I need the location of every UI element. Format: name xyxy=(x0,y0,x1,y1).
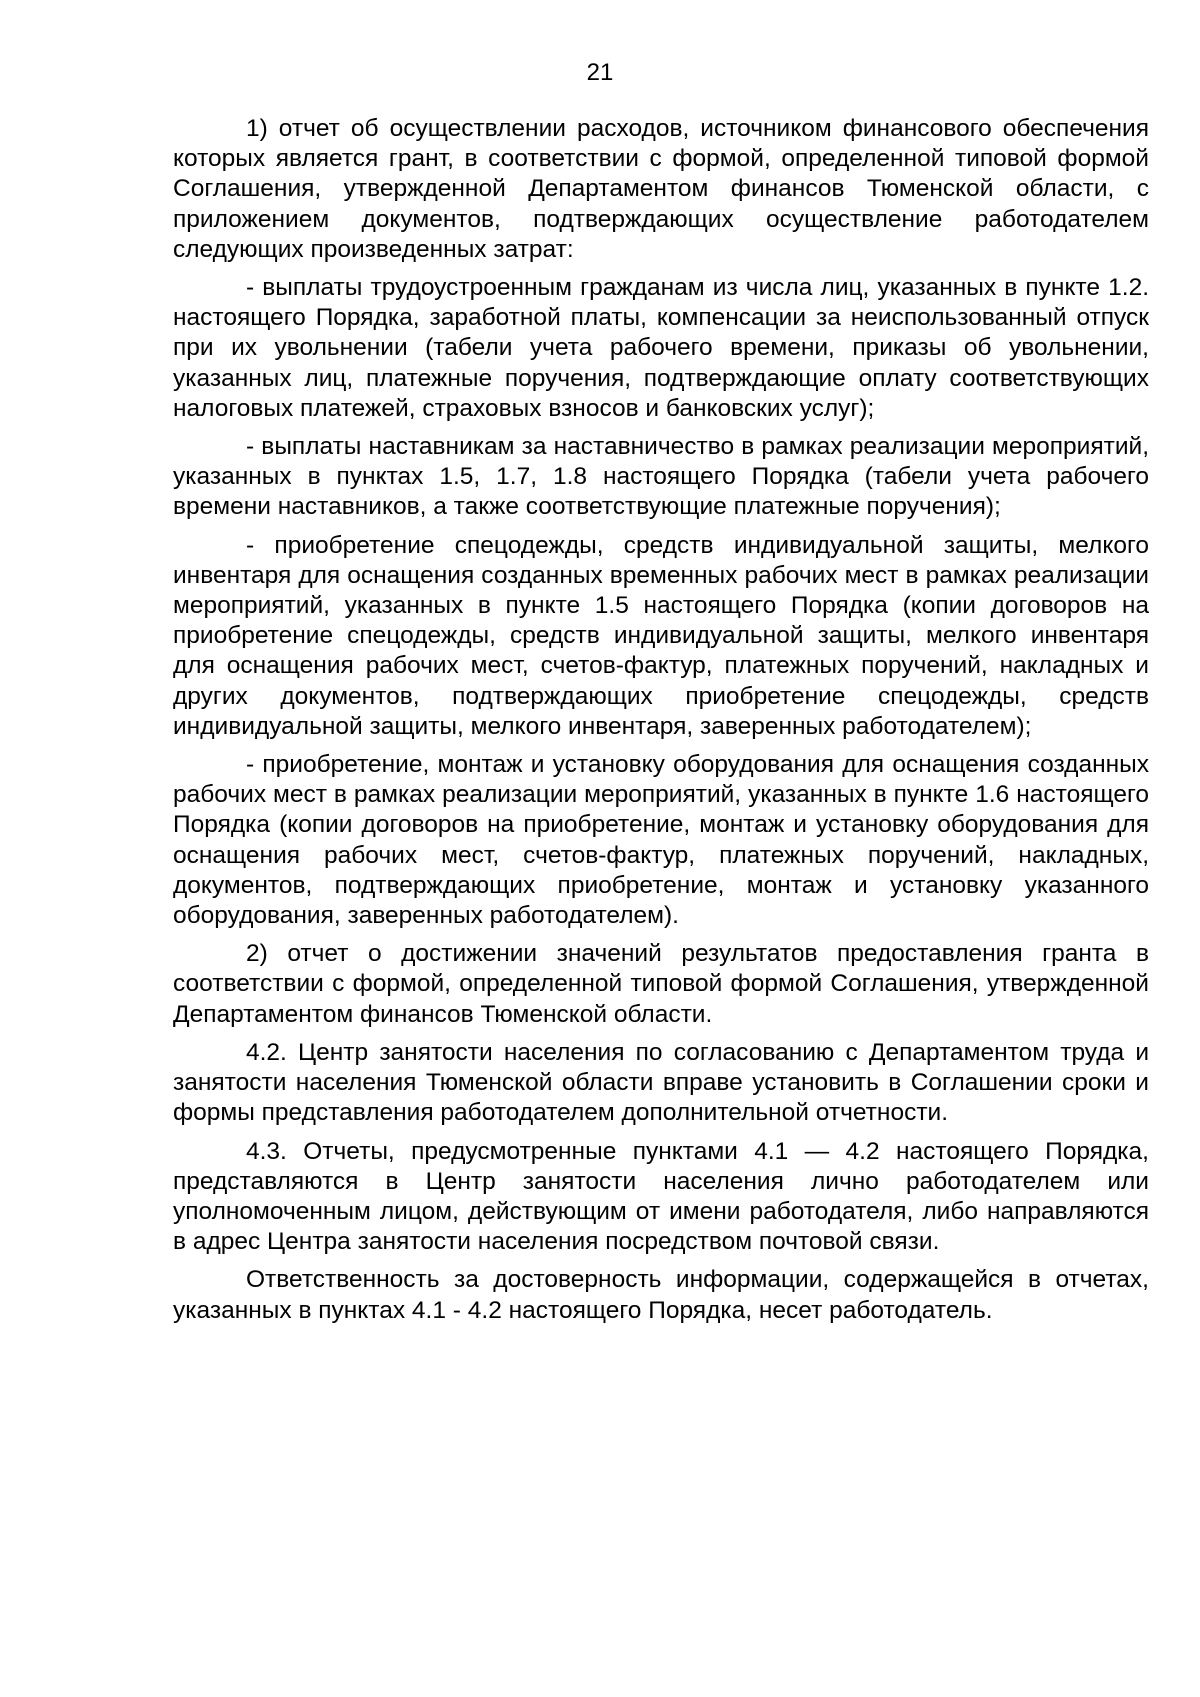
paragraph-equipment-purchase: - приобретение, монтаж и установку оборудования для оснащения созданных рабочих мест в рамках реализации мероприятий, указанных в пункте 1.6 настоящего Порядка (копии договоров на приобретение, монтаж и установку оборудования для оснащения рабочих мест, счетов-фактур, платежных поручений, накладных, документов, подтверждающих приобретение, монтаж и установку указанного оборудования, заверенных работодателем). xyxy=(173,751,1149,930)
paragraph-results-report: 2) отчет о достижении значений результатов предоставления гранта в соответствии с формой, определенной типовой формой Соглашения, утвержденной Департаментом финансов Тюменской области. xyxy=(173,940,1149,1028)
paragraph-clause-4-2: 4.2. Центр занятости населения по согласованию с Департаментом труда и занятости населения Тюменской области вправе установить в Соглашении сроки и формы представления работодателем дополнительной отчетности. xyxy=(173,1038,1149,1127)
paragraph-mentor-payments: - выплаты наставникам за наставничество в рамках реализации мероприятий, указанных в пунктах 1.5, 1.7, 1.8 настоящего Порядка (табели учета рабочего времени наставников, а также соответствующие платежные поручения); xyxy=(173,433,1149,521)
paragraph-expense-report: 1) отчет об осуществлении расходов, источником финансового обеспечения которых является грант, в соответствии с формой, определенной типовой формой Соглашения, утвержденной Департаментом финансов Тюменской области, с приложением документов, подтверждающих осуществление работодателем следующих произведенных затрат: xyxy=(173,115,1149,263)
paragraph-clause-4-3: 4.3. Отчеты, предусмотренные пунктами 4.1 — 4.2 настоящего Порядка, представляются в Центр занятости населения лично работодателем или уполномоченным лицом, действующим от имени работодателя, либо направляются в адрес Центра занятости населения посредством почтовой связи. xyxy=(173,1137,1149,1256)
paragraph-workwear-purchase: - приобретение спецодежды, средств индивидуальной защиты, мелкого инвентаря для оснащения созданных временных рабочих мест в рамках реализации мероприятий, указанных в пункте 1.5 настоящего Порядка (копии договоров на приобретение спецодежды, средств индивидуальной защиты, мелкого инвентаря для оснащения рабочих мест, счетов-фактур, платежных поручений, накладных и других документов, подтверждающих приобретение спецодежды, средств индивидуальной защиты, мелкого инвентаря, заверенных работодателем); xyxy=(173,531,1149,740)
document-body xyxy=(173,114,1149,1334)
paragraph-salary-payments: - выплаты трудоустроенным гражданам из числа лиц, указанных в пункте 1.2. настоящего Порядка, заработной платы, компенсации за неиспользованный отпуск при их увольнении (табели учета рабочего времени, приказы об увольнении, указанных лиц, платежные поручения, подтверждающие оплату соответствующих налоговых платежей, страховых взносов и банковских услуг); xyxy=(173,274,1149,422)
page-number: 21 xyxy=(586,59,614,86)
paragraph-responsibility: Ответственность за достоверность информации, содержащейся в отчетах, указанных в пунктах 4.1 - 4.2 настоящего Порядка, несет работодатель. xyxy=(173,1266,1149,1324)
